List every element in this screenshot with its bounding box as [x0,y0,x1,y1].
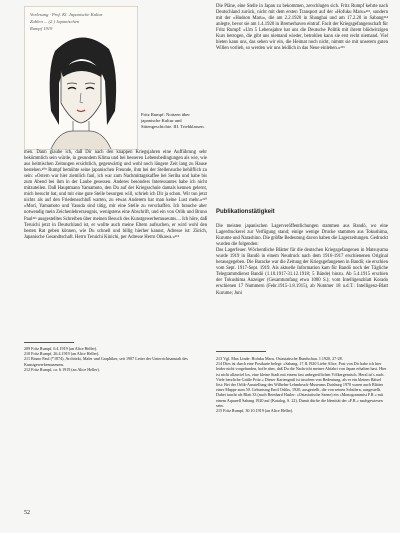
footnote-212: 212 Fritz Rumpf, ca. 6.1919 (an Alice Heller). [24,366,100,372]
handwriting-line-1: Vorlesung · Prof. Kl. Japanische Kultur [30,12,103,17]
footnote-rule-right [216,351,266,352]
footnote-215: 215 Fritz Rumpf, 30.10.1919 (an Alice Heller). [216,408,294,414]
handwriting-line-3: Rumpf 1919 [30,26,53,31]
illustration-caption: Fritz Rumpf: Notizen über japanische Kultur und Sittengeschichte. III. Triebklassen. [141,112,205,129]
footnote-209: 209 Fritz Rumpf, 6.4.1919 (an Alice Heller). [24,346,98,351]
publications-paragraph-1: Die meisten japanischen Lagerveröffentlichungen stammen aus Bandō, wo eine Lagerdruckerei zur Verfügung stand; einige wenige Drucke stammen aus Tokushima, Kurume und Narashino. Die größte Bedeutung davon haben die Lagerzeitungen. Gedruckt wurden die folgenden: [216,224,388,248]
footnote-213: 213 Vgl. Max Linde: Hofuku Maru. Ostasiatische Rundschau. 1.1920, 27-28. [216,356,343,361]
left-column-text [24,150,207,241]
footnote-210: 210 Fritz Rumpf, 26.4.1919 (an Alice Heller). [24,351,100,357]
publications-paragraph-2: Das Lagerfeuer. Wöchentliche Blätter für die deutschen Kriegsgefangenen in Matsuyama wurde 1919 in Bandō in einem Neudruck nach dem 1916-1917 erschienenen Original herausgegeben. Die Baracke war die Zeitung der Kriegsgefangenen in Bandō; sie erschien vom Sept. 1917-Sept. 1919. Als aktuelle Information kam für Bandō noch der Tägliche Telegrammdienst Bandō (1.10.1917-31.12.1918; 5 Bände) hinzu. Ab 5.4.1915 erschien der Tokushima Anzeiger (Gesamtumfang etwa 1000 S.); vom Intelligenzblatt Korado erschienen 17 Nummern (Febr.1915-1.8.1915), ab Nummer 18 u.d.T.: Intelligenz-Blatt Kurume; Juni [216,248,388,296]
footnote-214: 214 Dies ist durch eine Postkarte belegt: »Sabang, 17.II.1920 Liebe Alice, Post von Dir habe ich hier leider nicht vorgefunden, hoffe aber, daß Du die Nachricht meiner Abfahrt von Japan erhalten hast. Hier ist nicht allzuviel los, eine kleine Stadt mit einem fast unbegreiflichen Völkergemisch. Herzl.ist's auch. Viele herzliche Grüße Fritz.« Dieser Kartengruß ist insofern von Bedeutung, als er ein kleines Rätsel löst: Bei der Orlik-Ausstellung des Wilhelm-Lehmbruck-Museums Duisburg 1970 waren auch Blätter einer Mappe zum 50. Geburtstag Emil Orliks, 1920, ausgestellt, die von seinen Schülern, ausgestellt. Dabei taucht als Blatt 33 (nach Bernhard Hasler: »Ostasiatische Szene) ein »Monogrammist F.R.« mit einem Aquarell Sabang 1920 auf (Katalog, S. 22). Damit dürfte die Identität der »F.R.« nachgewiesen sein. [216,361,387,408]
footnote-211: 211 Bruno Paul (*1874), Architekt, Maler und Graphiker, seit 1907 Leiter der Unterrichtsanstalt des Kunstgewerbemuseums. [24,356,188,367]
footnote-rule-left [24,342,74,343]
right-column-text [216,4,388,52]
left-paragraph: men. Dann glaube ich, daß Dir nach den knappen Kriegsjahren eine Aufführung sehr bekömmlich sein würde, in gesundem Klima und bei besseren Lebensbedingungen als wie, wie aus heimischen Zeitungen ersichtlich, gegenwärtig und wohl noch längere Zeit lang zu Hause bestehen.²⁰⁹ Rumpf bemühte seine japanischen Freunde, ihm bei der Stellensuche behilflich zu sein: »Ostern war hier ziemlich faul, ich war zum Nachmittagskaffee bei Seriba und habe bis zum Abend bei ihm in der Laube gesessen. Anderes besonders Interessantes habe ich nicht mitzuteilen. Daß Hauptmann Yamamoto, den Du auf der Kriegsschule damals kennen gelernt, mich besucht hat, und mir eine gute Stelle besorgen will, schrieb ich Dir ja schon. Wir tun jetzt nichts als auf den Friedensschluß warten, zu etwas Anderem hat man keine Lust mehr.«²¹⁰ »Morí, Yamamoto und Yasuda sind tätig, mir eine Stelle zu verschaffen. Ich brauche aber notwendig mein Zeichenlehrerzeugnis, wenigstens eine Abschrift, und ein von Orlik und Bruno Paul²¹¹ ausgestelltes Schreiben über meinen Besuch des Kunstgewerbemuseums.... Ich höre, daß Teruichi jetzt in Deutschland ist, er wollte auch meine Eltern aufsuchen, er wird wohl den besten Rat geben können, wie Du schnell und billig hierher kannst, Adresse ist: Zürich, Japanische Gesandtschaft. Herrn Teruichi Kinichi, per Adresse Herrn Oikawa.«²¹² [24,150,208,240]
footnotes-left [24,346,207,372]
illustration-rumpf-notes [24,6,138,150]
handwriting-line-2: Zahlen ... (2.) Japanischen [30,19,80,24]
page-number: 52 [24,510,30,516]
footnotes-right [216,356,388,413]
portrait-sketch-image [25,7,137,149]
section-heading: Publikationstätigkeit [216,209,275,215]
right-paragraph: Die Pläne, eine Stelle in Japan zu bekommen, zerschlugen sich. Fritz Rumpf kehrte nach Deutschland zurück, nicht mit dem ersten Transport auf der »Hofuku Maru«²¹³, sondern mit der »Hudson Maru«, die am 2.2.1920 in Shanghai und am 17.2.20 in Sabang²¹⁴ anlegte, bevor sie am 1.4.1920 in Bremerhaven eintraf. Facit der Kriegsgefangenschaft für Fritz Rumpf: »Um 5 Lebensjahre hat uns die Deutsche Politik mit ihrem blödwitzigen Kurs betrogen, die gibt uns niemand wieder, betrohlen kann sie erst recht niemand. Viel bieten kann uns, das sehen wir ein, die Heimat noch nicht, nimmt sie mit unserem guten Willen vorlieb, so werden wir uns leidlich in das Neue einleben.«²¹⁵ [216,4,388,52]
right-column-publications [216,224,388,297]
